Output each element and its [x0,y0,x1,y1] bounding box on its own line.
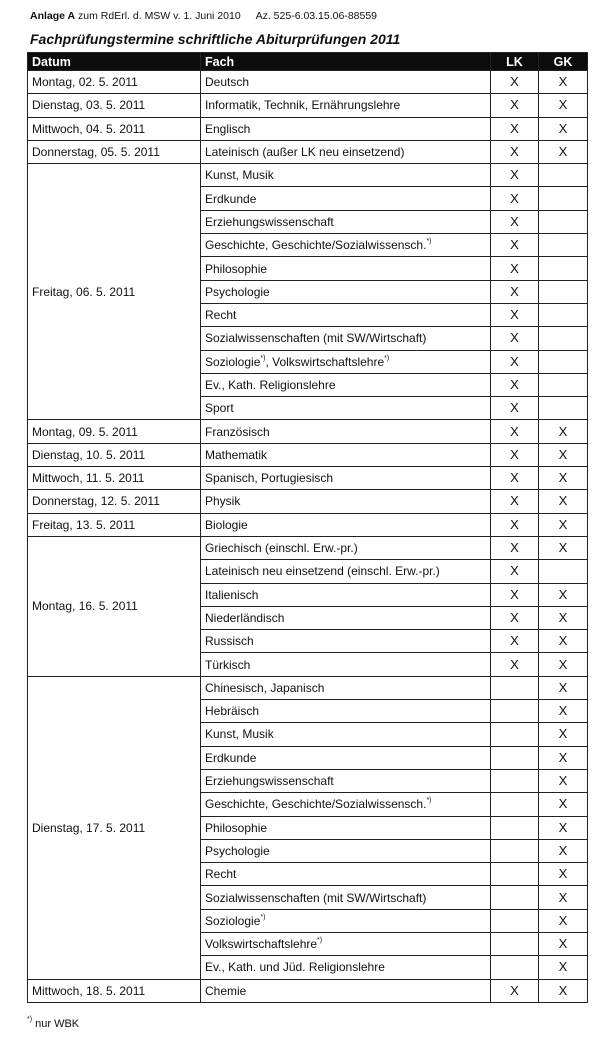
lk-mark-cell: X [491,606,539,629]
gk-mark-cell: X [539,513,588,536]
column-header-fach: Fach [201,53,491,71]
lk-mark-cell: X [491,490,539,513]
subject-cell [201,490,491,513]
lk-mark-cell: X [491,327,539,350]
date-cell: Donnerstag, 12. 5. 2011 [28,490,201,513]
date-cell: Mittwoch, 18. 5. 2011 [28,979,201,1002]
subject-cell [201,676,491,699]
date-cell: Mittwoch, 04. 5. 2011 [28,117,201,140]
gk-mark-cell [539,234,588,257]
lk-mark-cell: X [491,373,539,396]
gk-mark-cell [539,350,588,373]
subject-cell [201,117,491,140]
subject-cell [201,210,491,233]
footnote-ref: *) [426,797,432,805]
subject-cell [201,234,491,257]
date-cell: Freitag, 13. 5. 2011 [28,513,201,536]
subject-name: Ev., Kath. Religionslehre [205,378,336,392]
table-row [28,140,588,163]
subject-cell [201,397,491,420]
lk-mark-cell: X [491,630,539,653]
subject-name: Deutsch [205,75,250,90]
subject-name: Biologie [205,517,248,532]
subject-cell [201,257,491,280]
footnote-ref: *) [260,354,266,362]
gk-mark-cell: X [539,676,588,699]
subject-cell [201,700,491,723]
subject-name: Kunst, Musik [205,168,274,183]
gk-mark-cell [539,210,588,233]
date-cell: Mittwoch, 11. 5. 2011 [28,467,201,490]
lk-mark-cell [491,816,539,839]
lk-mark-cell: X [491,653,539,676]
page-title: Fachprüfungstermine schriftliche Abiturprüfungen 2011 [30,31,401,47]
subject-name: Erziehungswissenschaft [205,214,334,229]
subject-name: Informatik, Technik, Ernährungslehre [205,98,401,113]
subject-cell [201,560,491,583]
lk-mark-cell [491,746,539,769]
subject-name: Ev., Kath. und Jüd. Religionslehre [205,960,385,975]
date-cell: Donnerstag, 05. 5. 2011 [28,140,201,163]
date-cell: Montag, 16. 5. 2011 [28,536,201,676]
subject-cell [201,164,491,187]
lk-mark-cell [491,886,539,909]
lk-mark-cell [491,723,539,746]
subject-cell [201,94,491,117]
subject-name-continued: , Volkswirtschaftslehre [265,354,385,369]
subject-cell [201,909,491,932]
lk-mark-cell: X [491,420,539,443]
subject-name: Sport [205,401,234,416]
subject-name: Physik [205,494,241,509]
subject-cell [201,839,491,862]
exam-schedule-table [27,52,588,1003]
subject-name: Soziologie [205,913,261,928]
gk-mark-cell [539,164,588,187]
footnote-ref: *) [317,937,323,945]
subject-cell [201,467,491,490]
subject-name: Italienisch [205,587,259,602]
subject-name: Psychologie [205,843,270,858]
gk-mark-cell: X [539,117,588,140]
subject-cell [201,280,491,303]
date-cell: Dienstag, 17. 5. 2011 [28,676,201,979]
lk-mark-cell: X [491,513,539,536]
subject-cell [201,956,491,979]
lk-mark-cell: X [491,164,539,187]
subject-name: Recht [205,867,237,882]
subject-name: Geschichte, Geschichte/Sozialwissensch. [205,797,427,812]
table-row [28,164,588,187]
gk-mark-cell: X [539,746,588,769]
lk-mark-cell [491,932,539,955]
gk-mark-cell: X [539,932,588,955]
table-row [28,443,588,466]
table-row [28,676,588,699]
gk-mark-cell: X [539,839,588,862]
table-row [28,71,588,94]
footnote-ref: *) [384,354,390,362]
footnote [27,1018,79,1030]
gk-mark-cell: X [539,443,588,466]
subject-name: Russisch [205,634,254,649]
subject-name: Türkisch [205,657,251,672]
lk-mark-cell: X [491,560,539,583]
subject-cell [201,816,491,839]
subject-name: Soziologie [205,354,261,369]
table-row [28,467,588,490]
subject-cell [201,723,491,746]
gk-mark-cell [539,327,588,350]
lk-mark-cell: X [491,303,539,326]
gk-mark-cell: X [539,467,588,490]
table-row [28,979,588,1002]
gk-mark-cell: X [539,490,588,513]
lk-mark-cell: X [491,187,539,210]
subject-cell [201,71,491,94]
lk-mark-cell: X [491,979,539,1002]
subject-name: Erdkunde [205,750,257,765]
lk-mark-cell [491,956,539,979]
gk-mark-cell: X [539,886,588,909]
gk-mark-cell: X [539,536,588,559]
table-row [28,490,588,513]
gk-mark-cell: X [539,583,588,606]
gk-mark-cell: X [539,956,588,979]
subject-name: Philosophie [205,820,268,835]
subject-name: Psychologie [205,284,270,299]
footnote-ref: *) [260,913,266,921]
subject-cell [201,327,491,350]
subject-cell [201,187,491,210]
subject-cell [201,769,491,792]
subject-cell [201,443,491,466]
gk-mark-cell: X [539,909,588,932]
subject-name: Chinesisch, Japanisch [205,680,325,695]
table-row [28,94,588,117]
gk-mark-cell [539,187,588,210]
column-header-gk: GK [539,53,588,71]
subject-name: Lateinisch neu einsetzend (einschl. Erw.-pr.) [205,564,440,579]
subject-cell [201,746,491,769]
lk-mark-cell: X [491,583,539,606]
table-row [28,536,588,559]
subject-name: Erdkunde [205,191,257,206]
gk-mark-cell: X [539,94,588,117]
gk-mark-cell: X [539,723,588,746]
gk-mark-cell [539,373,588,396]
subject-name: Lateinisch (außer LK neu einsetzend) [205,145,405,160]
subject-name: Sozialwissenschaften (mit SW/Wirtschaft) [205,331,427,346]
lk-mark-cell: X [491,397,539,420]
subject-name: Hebräisch [205,704,260,719]
gk-mark-cell [539,560,588,583]
lk-mark-cell [491,676,539,699]
gk-mark-cell: X [539,816,588,839]
subject-cell [201,513,491,536]
lk-mark-cell: X [491,71,539,94]
lk-mark-cell [491,839,539,862]
lk-mark-cell: X [491,280,539,303]
erlass-reference: zum RdErl. d. MSW v. 1. Juni 2010 [78,10,241,22]
subject-name: Recht [205,308,237,323]
table-row [28,117,588,140]
subject-cell [201,536,491,559]
lk-mark-cell: X [491,140,539,163]
subject-name: Griechisch (einschl. Erw.-pr.) [205,541,358,556]
lk-mark-cell: X [491,257,539,280]
table-body [28,71,588,1003]
subject-name: Kunst, Musik [205,727,274,742]
subject-cell [201,653,491,676]
gk-mark-cell: X [539,769,588,792]
lk-mark-cell [491,909,539,932]
lk-mark-cell: X [491,350,539,373]
subject-name: Erziehungswissenschaft [205,774,334,789]
lk-mark-cell: X [491,117,539,140]
gk-mark-cell [539,303,588,326]
column-header-lk: LK [491,53,539,71]
gk-mark-cell [539,257,588,280]
subject-cell [201,606,491,629]
lk-mark-cell [491,793,539,816]
subject-name: Mathematik [205,447,268,462]
lk-mark-cell: X [491,234,539,257]
subject-cell [201,583,491,606]
subject-cell [201,140,491,163]
subject-name: Niederländisch [205,610,285,625]
table-row [28,420,588,443]
subject-cell [201,863,491,886]
date-cell: Dienstag, 03. 5. 2011 [28,94,201,117]
table-row [28,513,588,536]
gk-mark-cell [539,397,588,420]
table-header-row [28,53,588,71]
gk-mark-cell: X [539,140,588,163]
gk-mark-cell [539,280,588,303]
gk-mark-cell: X [539,793,588,816]
lk-mark-cell: X [491,443,539,466]
footnote-mark: *) [27,1016,33,1023]
gk-mark-cell: X [539,863,588,886]
subject-cell [201,793,491,816]
subject-name: Sozialwissenschaften (mit SW/Wirtschaft) [205,890,427,905]
subject-cell [201,630,491,653]
gk-mark-cell: X [539,700,588,723]
lk-mark-cell [491,700,539,723]
subject-cell [201,932,491,955]
subject-name: Chemie [205,983,247,998]
aktenzeichen: Az. 525-6.03.15.06-88559 [255,10,378,22]
lk-mark-cell: X [491,210,539,233]
lk-mark-cell: X [491,94,539,117]
footnote-text: nur WBK [35,1018,80,1030]
lk-mark-cell [491,863,539,886]
date-cell: Dienstag, 10. 5. 2011 [28,443,201,466]
subject-cell [201,420,491,443]
lk-mark-cell: X [491,467,539,490]
subject-cell [201,979,491,1002]
subject-name: Volkswirtschaftslehre [205,937,318,952]
lk-mark-cell [491,769,539,792]
subject-name: Philosophie [205,261,268,276]
gk-mark-cell: X [539,979,588,1002]
anlage-label: Anlage A [30,10,76,22]
gk-mark-cell: X [539,420,588,443]
gk-mark-cell: X [539,606,588,629]
date-cell: Freitag, 06. 5. 2011 [28,164,201,420]
date-cell: Montag, 09. 5. 2011 [28,420,201,443]
gk-mark-cell: X [539,653,588,676]
subject-cell [201,350,491,373]
subject-name: Englisch [205,121,251,136]
subject-cell [201,303,491,326]
subject-cell [201,373,491,396]
gk-mark-cell: X [539,630,588,653]
lk-mark-cell: X [491,536,539,559]
subject-name: Französisch [205,424,270,439]
subject-name: Geschichte, Geschichte/Sozialwissensch. [205,238,427,253]
gk-mark-cell: X [539,71,588,94]
column-header-datum: Datum [28,53,201,71]
footnote-ref: *) [426,238,432,246]
subject-name: Spanisch, Portugiesisch [205,471,334,486]
subject-cell [201,886,491,909]
date-cell: Montag, 02. 5. 2011 [28,71,201,94]
document-header [30,10,377,22]
